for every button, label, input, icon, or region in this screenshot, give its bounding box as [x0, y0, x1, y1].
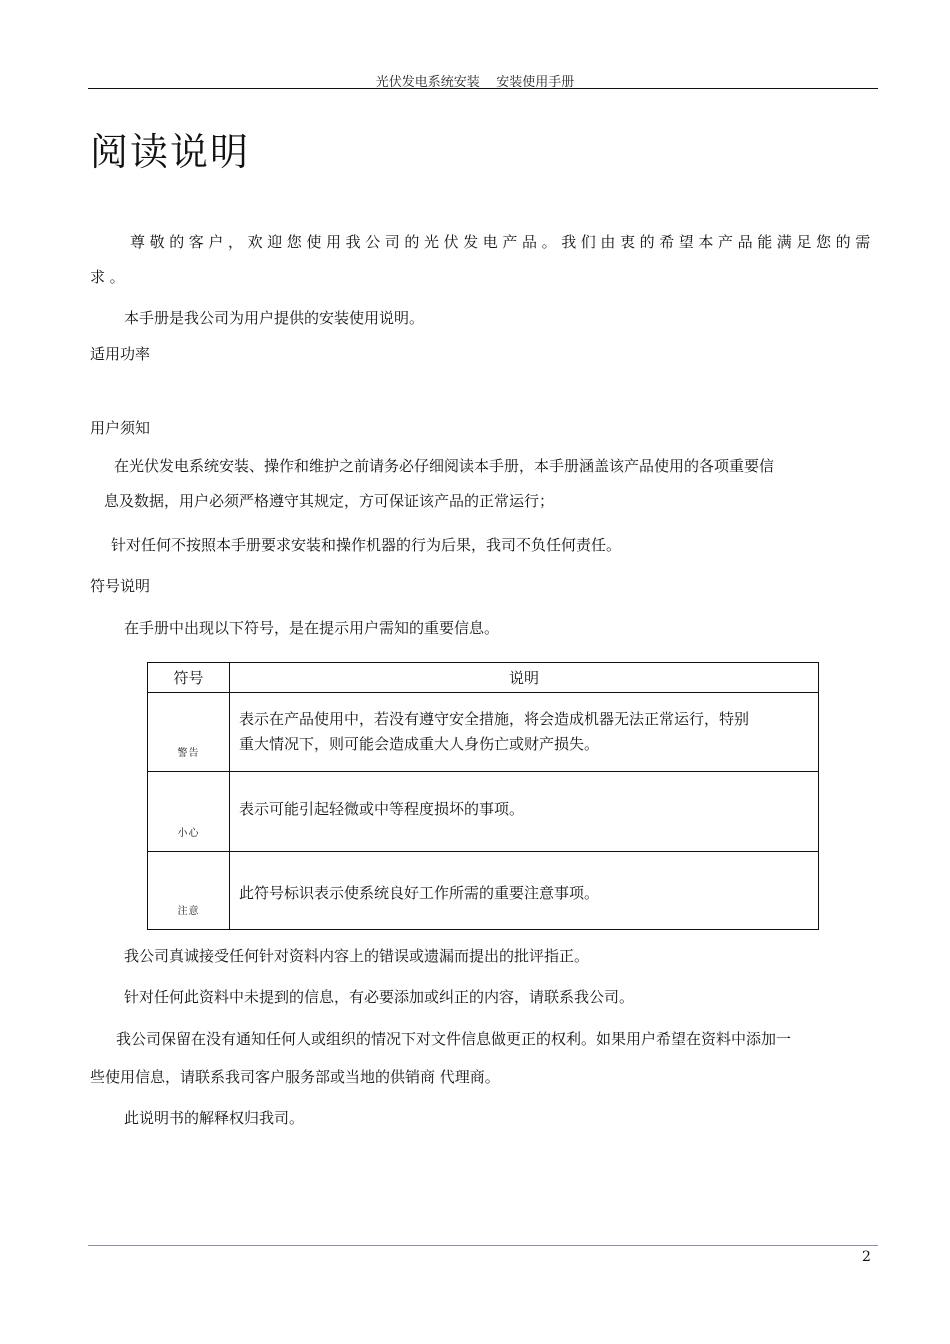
footer-rule [88, 1245, 878, 1246]
rights-paragraph-line-1: 我公司保留在没有通知任何人或组织的情况下对文件信息做更正的权利。如果用户希望在资料中添加一 [116, 1030, 792, 1048]
description-cell [230, 772, 819, 852]
user-notice-heading: 用户须知 [90, 419, 151, 437]
rights-paragraph-line-2: 些使用信息，请联系我司客户服务部或当地的供销商 代理商。 [90, 1068, 500, 1086]
table-row [148, 772, 819, 852]
symbols-intro: 在手册中出现以下符号，是在提示用户需知的重要信息。 [124, 619, 500, 637]
table-row [148, 852, 819, 930]
intro-paragraph-line-1: 尊敬的客户，欢迎您使用我公司的光伏发电产品。我们由衷的希望本产品能满足您的需 [130, 233, 875, 251]
symbols-heading: 符号说明 [90, 577, 151, 595]
description-cell [230, 693, 819, 772]
symbols-table [147, 662, 819, 930]
intro-paragraph-line-2: 求。 [90, 268, 130, 286]
table-header-row [148, 663, 819, 693]
interpretation-paragraph: 此说明书的解释权归我司。 [124, 1109, 305, 1127]
applicable-power-heading: 适用功率 [90, 345, 151, 363]
description-line: 重大情况下，则可能会造成重大人身伤亡或财产损失。 [239, 735, 600, 753]
contact-paragraph: 针对任何此资料中未提到的信息，有必要添加或纠正的内容，请联系我公司。 [124, 988, 635, 1006]
symbol-cell-warning [148, 693, 230, 772]
notice-symbol-label: 注意 [177, 906, 200, 917]
description-cell [230, 852, 819, 930]
page-title: 阅读说明 [90, 130, 251, 174]
table-header-symbol: 符号 [148, 663, 230, 693]
warning-symbol-label: 警告 [177, 748, 200, 759]
feedback-paragraph: 我公司真诚接受任何针对资料内容上的错误或遗漏而提出的批评指正。 [124, 947, 590, 965]
manual-purpose-paragraph: 本手册是我公司为用户提供的安装使用说明。 [124, 309, 425, 327]
table-header-description: 说明 [230, 663, 819, 693]
symbol-cell-notice [148, 852, 230, 930]
table-row [148, 693, 819, 772]
description-line: 表示可能引起轻微或中等程度损坏的事项。 [239, 800, 525, 818]
description-line: 表示在产品使用中，若没有遵守安全措施，将会造成机器无法正常运行，特别 [239, 710, 750, 728]
user-notice-paragraph-line-1: 在光伏发电系统安装、操作和维护之前请务必仔细阅读本手册，本手册涵盖该产品使用的各项重要信 [114, 457, 775, 475]
liability-paragraph: 针对任何不按照本手册要求安装和操作机器的行为后果，我司不负任何责任。 [111, 536, 622, 554]
header-rule [88, 88, 878, 89]
caution-symbol-label: 小心 [177, 828, 200, 839]
page-number: 2 [862, 1249, 871, 1265]
user-notice-paragraph-line-2: 息及数据，用户必须严格遵守其规定，方可保证该产品的正常运行； [104, 492, 555, 510]
symbol-cell-caution [148, 772, 230, 852]
running-header: 光伏发电系统安装 安装使用手册 [375, 75, 575, 90]
description-line: 此符号标识表示使系统良好工作所需的重要注意事项。 [239, 884, 600, 902]
